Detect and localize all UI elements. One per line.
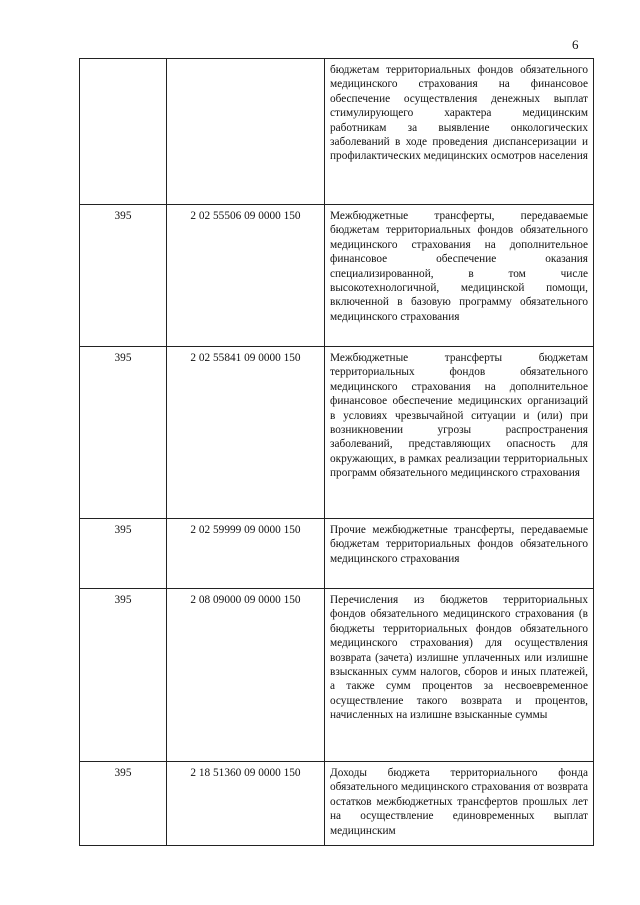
income-description-cell: бюджетам территориальных фондов обязательного медицинского страхования на финансовое обеспечение осуществления денежных выплат стимулирующего характера медицинским работникам за выявление онкологических заболеваний в ходе проведения диспансеризации и профилактических медицинских осмотров населения [325,59,594,205]
table-row [80,762,594,846]
budget-classification-code-cell: 2 08 09000 09 0000 150 [167,589,325,762]
income-description-cell: Межбюджетные трансферты бюджетам территориальных фондов обязательного медицинского страхования на дополнительное финансовое обеспечение медицинских организаций в условиях чрезвычайной ситуации и (или) при возникновении угрозы распространения заболеваний, представляющих опасность для окружающих, в рамках реализации территориальных программ обязательного медицинского страхования [325,347,594,519]
admin-code-cell: 395 [80,762,167,846]
admin-code-cell: 395 [80,347,167,519]
income-description-cell: Перечисления из бюджетов территориальных фондов обязательного медицинского страхования (в бюджеты территориальных фондов обязательного медицинского страхования) для осуществления возврата (зачета) излишне уплаченных или излишне взысканных сумм налогов, сборов и иных платежей, а также сумм процентов за несвоевременное осуществление такого возврата и процентов, начисленных на излишне взысканные суммы [325,589,594,762]
budget-classification-code-cell: 2 18 51360 09 0000 150 [167,762,325,846]
budget-classification-code-cell: 2 02 55506 09 0000 150 [167,205,325,347]
admin-code-cell: 395 [80,589,167,762]
income-description-cell: Межбюджетные трансферты, передаваемые бюджетам территориальных фондов обязательного медицинского страхования на дополнительное финансовое обеспечение оказания специализированной, в том числе высокотехнологичной, медицинской помощи, включенной в базовую программу обязательного медицинского страхования [325,205,594,347]
income-codes-table [79,58,594,846]
admin-code-cell [80,59,167,205]
table-row [80,519,594,589]
budget-classification-code-cell: 2 02 59999 09 0000 150 [167,519,325,589]
table-row [80,59,594,205]
admin-code-cell: 395 [80,519,167,589]
page-number: 6 [572,37,579,52]
budget-classification-code-cell: 2 02 55841 09 0000 150 [167,347,325,519]
income-description-cell: Доходы бюджета территориального фонда обязательного медицинского страхования от возврата остатков межбюджетных трансфертов прошлых лет на осуществление единовременных выплат медицинским [325,762,594,846]
table-row [80,205,594,347]
budget-classification-code-cell [167,59,325,205]
admin-code-cell: 395 [80,205,167,347]
income-description-cell: Прочие межбюджетные трансферты, передаваемые бюджетам территориальных фондов обязательного медицинского страхования [325,519,594,589]
table-row [80,347,594,519]
table-row [80,589,594,762]
